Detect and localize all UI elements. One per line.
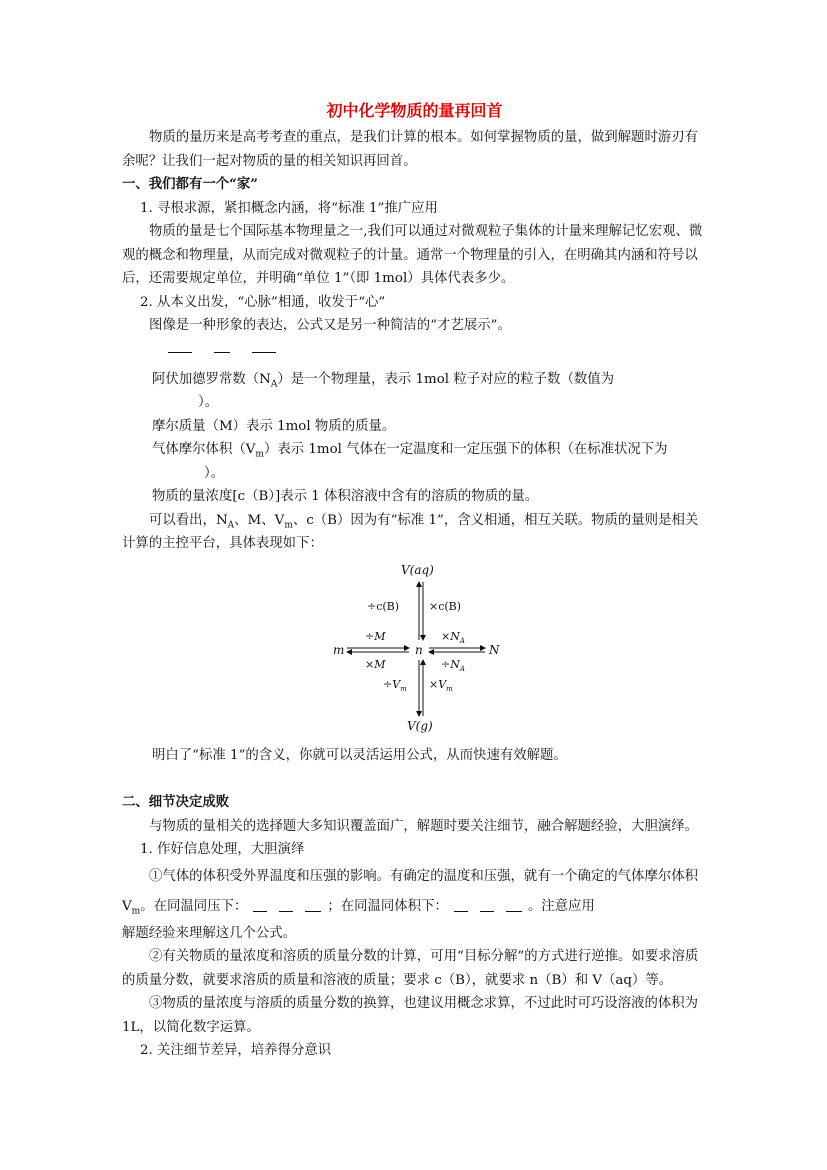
- diagram-div-c-label: ÷c(B): [366, 599, 399, 613]
- diagram-div-m-label: ÷M: [364, 629, 385, 643]
- section2-heading: 二、细节决定成败: [122, 794, 230, 810]
- avogadro-definition: 阿伏加德罗常数$(N_A)$是一个物理量，表示 1mol 粒子对应的粒子数（数值为 ）。: [152, 371, 615, 410]
- section1-item2-body: 图像是一种形象的表达，公式又是另一种简洁的“才艺展示”。: [149, 318, 511, 333]
- concentration-definition: 物质的量浓度[c（B）]表示 1 体积溶液中含有的溶质的物质的量。: [152, 489, 539, 504]
- intro-paragraph: 物质的量历来是高考考查的重点，是我们计算的根本。如何掌握物质的量，做到解题时游刃有余呢？让我们一起对物质的量的相关知识再回首。: [122, 130, 699, 169]
- diagram-top-label: V(aq): [400, 562, 434, 577]
- diagram-mul-na-label: $\times N_A$: [440, 629, 465, 645]
- section2-item1-heading: 1. 作好信息处理，大胆演绎: [140, 842, 305, 857]
- section1-item1-heading: 1. 寻根求源，紧扣概念内涵，将“标准 1”推广应用: [140, 200, 438, 216]
- diagram-right-label: N: [488, 642, 499, 657]
- formula-fraction-lines: [122, 338, 707, 368]
- molar-volume-definition: 气体摩尔体积$(V_m)$表示 1mol 气体在一定温度和一定压强下的体积（在标准状况下为 ）。: [152, 442, 668, 481]
- diagram-div-vm-label: $\div V_m$: [382, 677, 407, 693]
- diagram-mul-c-label: ×c(B): [428, 599, 461, 613]
- molar-mass-definition: 摩尔质量（M）表示 1mol 物质的质量。: [152, 418, 396, 434]
- relation-summary: 可以看出，$N_A$、M、$V_m$、c（B）因为有“标准 1”，含义相通，相互关联。物质的量则是相关计算的主控平台，具体表现如下：: [122, 512, 699, 551]
- diagram-bottom-label: V(g): [406, 718, 433, 733]
- diagram-mul-vm-label: $\times V_m$: [428, 677, 453, 693]
- diagram-left-label: m: [332, 642, 344, 657]
- conversion-diagram: [325, 560, 505, 740]
- section2-item1-p1-end: 解题经验来理解这几个公式。: [122, 925, 297, 941]
- diagram-div-na-label: $\div N_A$: [440, 657, 465, 673]
- diagram-center-label: n: [414, 642, 423, 657]
- section2-intro: 与物质的量相关的选择题大多知识覆盖面广，解题时要关注细节，融合解题经验，大胆演绎。: [149, 818, 699, 834]
- section1-item1-body: 物质的量是七个国际基本物理量之一,我们可以通过对微观粒子集体的计量来理解记忆宏观、微观的概念和物理量，从而完成对微观粒子的计量。通常一个物理量的引入，在明确其内涵和符号以后，还需要规定单位，并明确“单位 1”（即 1mol）具体代表多少。: [122, 224, 703, 286]
- section2-item2-heading: 2. 关注细节差异，培养得分意识: [140, 1043, 332, 1058]
- page-title: 初中化学物质的量再回首: [326, 101, 503, 120]
- section2-item1-p2: ②有关物质的量浓度和溶质的质量分数的计算，可用“目标分解”的方式进行逆推。如要求溶质的质量分数，就要求溶质的质量和溶液的质量；要求 c（B），就要求 n（B）和 V（aq）等。: [122, 949, 699, 988]
- section1-conclusion: 明白了“标准 1”的含义，你就可以灵活运用公式，从而快速有效解题。: [152, 747, 567, 763]
- section1-item2-heading: 2. 从本义出发，“心脉”相通，收发于“心”: [140, 294, 386, 310]
- section2-item1-p1: ①气体的体积受外界温度和压强的影响。有确定的温度和压强，就有一个确定的气体摩尔体积 $V_m$。在同温同压下： ；在同温同体积下： 。注意应用: [122, 868, 699, 917]
- section1-heading: 一、我们都有一个“家”: [122, 176, 258, 192]
- diagram-mul-m-label: ×M: [364, 657, 385, 671]
- section2-item1-p3: ③物质的量浓度与溶质的质量分数的换算，也建议用概念求算，不过此时可巧设溶液的体积为 1L，以简化数字运算。: [122, 996, 699, 1035]
- document-page: [122, 100, 707, 1063]
